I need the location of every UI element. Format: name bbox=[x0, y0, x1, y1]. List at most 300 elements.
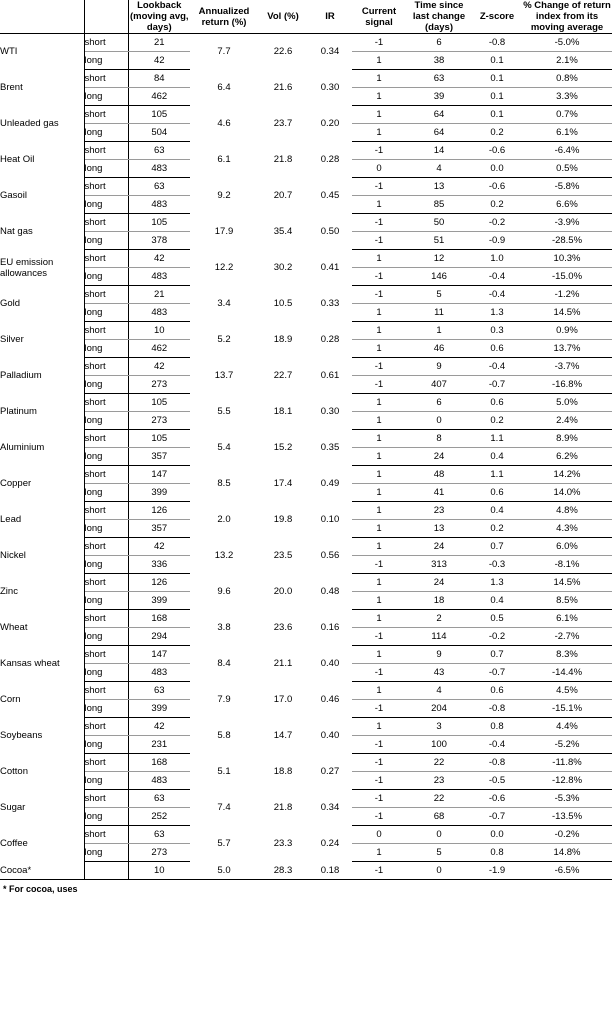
zscore-value: -0.4 bbox=[472, 286, 522, 304]
zscore-value: 0.2 bbox=[472, 196, 522, 214]
table-row bbox=[0, 286, 612, 304]
table-row bbox=[0, 430, 612, 448]
term-label: long bbox=[84, 304, 128, 322]
header-ir: IR bbox=[325, 11, 335, 22]
pct-change-value: -16.8% bbox=[522, 376, 612, 394]
vol-value: 30.2 bbox=[273, 262, 293, 273]
vol-value: 23.5 bbox=[273, 550, 293, 561]
zscore-value: 1.1 bbox=[472, 430, 522, 448]
current-signal-value: 0 bbox=[352, 826, 406, 844]
ir-value: 0.20 bbox=[320, 118, 340, 129]
pct-change-value: 8.9% bbox=[522, 430, 612, 448]
pct-change-value: 5.0% bbox=[522, 394, 612, 412]
current-signal-value: 1 bbox=[352, 250, 406, 268]
instrument-name: Kansas wheat bbox=[0, 646, 84, 682]
table-row bbox=[0, 718, 612, 736]
lookback-value: 105 bbox=[128, 106, 190, 124]
lookback-value: 63 bbox=[128, 682, 190, 700]
table-row bbox=[0, 394, 612, 412]
vol-value: 23.3 bbox=[273, 838, 293, 849]
instrument-name: Palladium bbox=[0, 358, 84, 394]
zscore-value: 0.1 bbox=[472, 52, 522, 70]
term-label: short bbox=[84, 358, 128, 376]
annualized-return-value: 7.7 bbox=[217, 46, 231, 58]
current-signal-value: 1 bbox=[352, 322, 406, 340]
lookback-value: 147 bbox=[128, 646, 190, 664]
instrument-name: Heat Oil bbox=[0, 142, 84, 178]
pct-change-value: -12.8% bbox=[522, 772, 612, 790]
instrument-name: Nickel bbox=[0, 538, 84, 574]
lookback-value: 357 bbox=[128, 448, 190, 466]
table-row bbox=[0, 142, 612, 160]
time-since-change-value: 5 bbox=[406, 286, 472, 304]
zscore-value: 0.0 bbox=[472, 826, 522, 844]
term-label: long bbox=[84, 448, 128, 466]
term-label: long bbox=[84, 196, 128, 214]
term-label: short bbox=[84, 34, 128, 52]
term-label: long bbox=[84, 52, 128, 70]
time-since-change-value: 64 bbox=[406, 106, 472, 124]
time-since-change-value: 64 bbox=[406, 124, 472, 142]
pct-change-value: -3.9% bbox=[522, 214, 612, 232]
time-since-change-value: 51 bbox=[406, 232, 472, 250]
time-since-change-value: 13 bbox=[406, 520, 472, 538]
term-label: long bbox=[84, 484, 128, 502]
time-since-change-value: 22 bbox=[406, 754, 472, 772]
current-signal-value: 1 bbox=[352, 538, 406, 556]
current-signal-value: 1 bbox=[352, 844, 406, 862]
term-label: short bbox=[84, 790, 128, 808]
lookback-value: 231 bbox=[128, 736, 190, 754]
ir-value: 0.28 bbox=[320, 334, 340, 345]
zscore-value: 0.7 bbox=[472, 646, 522, 664]
ir-value: 0.61 bbox=[320, 370, 340, 381]
instrument-name: Coffee bbox=[0, 826, 84, 862]
pct-change-value: -2.7% bbox=[522, 628, 612, 646]
instrument-name: Gold bbox=[0, 286, 84, 322]
lookback-value: 42 bbox=[128, 358, 190, 376]
vol-value: 21.1 bbox=[273, 658, 293, 669]
term-label: long bbox=[84, 628, 128, 646]
pct-change-value: 4.4% bbox=[522, 718, 612, 736]
pct-change-value: -5.0% bbox=[522, 34, 612, 52]
header-lookback: Lookback (moving avg, days) bbox=[129, 0, 189, 33]
time-since-change-value: 24 bbox=[406, 448, 472, 466]
current-signal-value: 1 bbox=[352, 520, 406, 538]
current-signal-value: 1 bbox=[352, 124, 406, 142]
time-since-change-value: 48 bbox=[406, 466, 472, 484]
pct-change-value: 3.3% bbox=[522, 88, 612, 106]
time-since-change-value: 14 bbox=[406, 142, 472, 160]
header-pct-change: % Change of return index from its moving average bbox=[523, 0, 611, 33]
table-row bbox=[0, 358, 612, 376]
term-label: long bbox=[84, 124, 128, 142]
instrument-name: Nat gas bbox=[0, 214, 84, 250]
ir-value: 0.27 bbox=[320, 766, 340, 777]
header-term bbox=[84, 0, 128, 34]
vol-value: 18.8 bbox=[273, 766, 293, 777]
table-row bbox=[0, 178, 612, 196]
current-signal-value: 1 bbox=[352, 106, 406, 124]
vol-value: 20.7 bbox=[273, 190, 293, 201]
ir-value: 0.34 bbox=[320, 46, 340, 58]
ir-value: 0.28 bbox=[320, 154, 340, 165]
instrument-name: Platinum bbox=[0, 394, 84, 430]
term-label: short bbox=[84, 466, 128, 484]
instrument-name: Sugar bbox=[0, 790, 84, 826]
zscore-value: 0.2 bbox=[472, 124, 522, 142]
annualized-return-value: 6.1 bbox=[217, 154, 231, 165]
zscore-value: -0.4 bbox=[472, 358, 522, 376]
term-label: short bbox=[84, 718, 128, 736]
instrument-name: Zinc bbox=[0, 574, 84, 610]
ir-value: 0.48 bbox=[320, 586, 340, 597]
time-since-change-value: 0 bbox=[406, 826, 472, 844]
pct-change-value: 0.5% bbox=[522, 160, 612, 178]
pct-change-value: -15.0% bbox=[522, 268, 612, 286]
current-signal-value: 1 bbox=[352, 52, 406, 70]
lookback-value: 399 bbox=[128, 484, 190, 502]
current-signal-value: -1 bbox=[352, 376, 406, 394]
current-signal-value: 1 bbox=[352, 448, 406, 466]
table-row bbox=[0, 754, 612, 772]
zscore-value: -0.4 bbox=[472, 736, 522, 754]
current-signal-value: -1 bbox=[352, 178, 406, 196]
term-label: short bbox=[84, 574, 128, 592]
current-signal-value: -1 bbox=[352, 286, 406, 304]
current-signal-value: -1 bbox=[352, 556, 406, 574]
current-signal-value: -1 bbox=[352, 790, 406, 808]
instrument-name: Corn bbox=[0, 682, 84, 718]
header-time-since-last-change: Time since last change (days) bbox=[412, 0, 466, 33]
zscore-value: 0.4 bbox=[472, 448, 522, 466]
lookback-value: 168 bbox=[128, 610, 190, 628]
time-since-change-value: 0 bbox=[406, 412, 472, 430]
lookback-value: 483 bbox=[128, 664, 190, 682]
lookback-value: 63 bbox=[128, 142, 190, 160]
pct-change-value: 14.5% bbox=[522, 304, 612, 322]
time-since-change-value: 46 bbox=[406, 340, 472, 358]
time-since-change-value: 114 bbox=[406, 628, 472, 646]
zscore-value: -0.6 bbox=[472, 790, 522, 808]
lookback-value: 294 bbox=[128, 628, 190, 646]
pct-change-value: 6.2% bbox=[522, 448, 612, 466]
lookback-value: 399 bbox=[128, 592, 190, 610]
pct-change-value: 4.8% bbox=[522, 502, 612, 520]
ir-value: 0.30 bbox=[320, 406, 340, 417]
zscore-value: 0.7 bbox=[472, 538, 522, 556]
time-since-change-value: 9 bbox=[406, 646, 472, 664]
time-since-change-value: 1 bbox=[406, 322, 472, 340]
annualized-return-value: 5.0 bbox=[190, 862, 258, 880]
lookback-value: 462 bbox=[128, 88, 190, 106]
pct-change-value: 6.1% bbox=[522, 124, 612, 142]
time-since-change-value: 0 bbox=[406, 862, 472, 880]
term-label: short bbox=[84, 754, 128, 772]
zscore-value: 1.0 bbox=[472, 250, 522, 268]
lookback-value: 483 bbox=[128, 268, 190, 286]
annualized-return-value: 8.4 bbox=[217, 658, 231, 669]
ir-value: 0.30 bbox=[320, 82, 340, 93]
ir-value: 0.18 bbox=[308, 862, 352, 880]
current-signal-value: -1 bbox=[352, 268, 406, 286]
vol-value: 18.1 bbox=[273, 406, 293, 417]
current-signal-value: 1 bbox=[352, 412, 406, 430]
annualized-return-value: 5.5 bbox=[217, 406, 231, 417]
pct-change-value: 14.8% bbox=[522, 844, 612, 862]
current-signal-value: 1 bbox=[352, 484, 406, 502]
lookback-value: 42 bbox=[128, 538, 190, 556]
current-signal-value: -1 bbox=[352, 628, 406, 646]
ir-value: 0.56 bbox=[320, 550, 340, 561]
current-signal-value: -1 bbox=[352, 358, 406, 376]
instrument-name: Cotton bbox=[0, 754, 84, 790]
pct-change-value: 14.5% bbox=[522, 574, 612, 592]
time-since-change-value: 23 bbox=[406, 772, 472, 790]
vol-value: 35.4 bbox=[273, 226, 293, 237]
term-label: long bbox=[84, 160, 128, 178]
time-since-change-value: 41 bbox=[406, 484, 472, 502]
pct-change-value: 4.3% bbox=[522, 520, 612, 538]
term-label: long bbox=[84, 340, 128, 358]
zscore-value: -0.2 bbox=[472, 628, 522, 646]
time-since-change-value: 68 bbox=[406, 808, 472, 826]
term-label: long bbox=[84, 88, 128, 106]
time-since-change-value: 4 bbox=[406, 160, 472, 178]
current-signal-value: -1 bbox=[352, 214, 406, 232]
pct-change-value: 2.4% bbox=[522, 412, 612, 430]
time-since-change-value: 3 bbox=[406, 718, 472, 736]
current-signal-value: -1 bbox=[352, 772, 406, 790]
annualized-return-value: 5.1 bbox=[217, 766, 231, 777]
vol-value: 20.0 bbox=[273, 586, 293, 597]
pct-change-value: -13.5% bbox=[522, 808, 612, 826]
annualized-return-value: 3.4 bbox=[217, 298, 231, 309]
zscore-value: 1.1 bbox=[472, 466, 522, 484]
instrument-name: EU emission allowances bbox=[0, 250, 84, 286]
term-label: short bbox=[84, 502, 128, 520]
lookback-value: 63 bbox=[128, 826, 190, 844]
annualized-return-value: 7.9 bbox=[217, 694, 231, 705]
zscore-value: 0.8 bbox=[472, 844, 522, 862]
vol-value: 17.4 bbox=[273, 478, 293, 489]
zscore-value: -0.3 bbox=[472, 556, 522, 574]
ir-value: 0.40 bbox=[320, 658, 340, 669]
zscore-value: 0.1 bbox=[472, 70, 522, 88]
lookback-value: 10 bbox=[128, 322, 190, 340]
current-signal-value: -1 bbox=[352, 754, 406, 772]
zscore-value: 0.5 bbox=[472, 610, 522, 628]
lookback-value: 42 bbox=[128, 718, 190, 736]
pct-change-value: -15.1% bbox=[522, 700, 612, 718]
zscore-value: 1.3 bbox=[472, 304, 522, 322]
zscore-value: 0.2 bbox=[472, 412, 522, 430]
term-label: short bbox=[84, 286, 128, 304]
term-label: short bbox=[84, 214, 128, 232]
instrument-name: Lead bbox=[0, 502, 84, 538]
lookback-value: 21 bbox=[128, 286, 190, 304]
table-row bbox=[0, 466, 612, 484]
table-row bbox=[0, 322, 612, 340]
term-label: short bbox=[84, 322, 128, 340]
term-label: short bbox=[84, 178, 128, 196]
ir-value: 0.50 bbox=[320, 226, 340, 237]
term-label: short bbox=[84, 142, 128, 160]
zscore-value: 0.4 bbox=[472, 592, 522, 610]
pct-change-value: -5.2% bbox=[522, 736, 612, 754]
pct-change-value: 2.1% bbox=[522, 52, 612, 70]
zscore-value: 0.0 bbox=[472, 160, 522, 178]
vol-value: 14.7 bbox=[273, 730, 293, 741]
lookback-value: 42 bbox=[128, 52, 190, 70]
annualized-return-value: 6.4 bbox=[217, 82, 231, 93]
table-row bbox=[0, 250, 612, 268]
header-current-signal: Current signal bbox=[361, 5, 397, 28]
pct-change-value: 4.5% bbox=[522, 682, 612, 700]
pct-change-value: -6.4% bbox=[522, 142, 612, 160]
current-signal-value: -1 bbox=[352, 862, 406, 880]
instrument-name: Brent bbox=[0, 70, 84, 106]
pct-change-value: 0.8% bbox=[522, 70, 612, 88]
current-signal-value: 1 bbox=[352, 88, 406, 106]
term-label: short bbox=[84, 826, 128, 844]
table-row bbox=[0, 106, 612, 124]
table-row bbox=[0, 682, 612, 700]
table-header bbox=[0, 0, 612, 34]
current-signal-value: -1 bbox=[352, 232, 406, 250]
pct-change-value: -3.7% bbox=[522, 358, 612, 376]
lookback-value: 378 bbox=[128, 232, 190, 250]
ir-value: 0.10 bbox=[320, 514, 340, 525]
time-since-change-value: 22 bbox=[406, 790, 472, 808]
annualized-return-value: 2.0 bbox=[217, 514, 231, 525]
lookback-value: 105 bbox=[128, 214, 190, 232]
time-since-change-value: 85 bbox=[406, 196, 472, 214]
table-row bbox=[0, 610, 612, 628]
term-label: short bbox=[84, 538, 128, 556]
term-label: short bbox=[84, 70, 128, 88]
instrument-name: Aluminium bbox=[0, 430, 84, 466]
term-label: long bbox=[84, 268, 128, 286]
current-signal-value: -1 bbox=[352, 736, 406, 754]
instrument-name: Copper bbox=[0, 466, 84, 502]
ir-value: 0.33 bbox=[320, 298, 340, 309]
zscore-value: -0.7 bbox=[472, 808, 522, 826]
time-since-change-value: 38 bbox=[406, 52, 472, 70]
term-label: long bbox=[84, 520, 128, 538]
vol-value: 10.5 bbox=[273, 298, 293, 309]
ir-value: 0.35 bbox=[320, 442, 340, 453]
term-label: long bbox=[84, 664, 128, 682]
time-since-change-value: 9 bbox=[406, 358, 472, 376]
vol-value: 18.9 bbox=[273, 334, 293, 345]
time-since-change-value: 6 bbox=[406, 34, 472, 52]
instrument-name: Wheat bbox=[0, 610, 84, 646]
pct-change-value: -8.1% bbox=[522, 556, 612, 574]
table-row bbox=[0, 538, 612, 556]
current-signal-value: 1 bbox=[352, 574, 406, 592]
pct-change-value: 6.6% bbox=[522, 196, 612, 214]
lookback-value: 273 bbox=[128, 844, 190, 862]
pct-change-value: 8.3% bbox=[522, 646, 612, 664]
table-row bbox=[0, 574, 612, 592]
zscore-value: -0.4 bbox=[472, 268, 522, 286]
lookback-value: 483 bbox=[128, 772, 190, 790]
pct-change-value: 6.1% bbox=[522, 610, 612, 628]
term-label: short bbox=[84, 646, 128, 664]
time-since-change-value: 63 bbox=[406, 70, 472, 88]
zscore-value: -0.8 bbox=[472, 34, 522, 52]
vol-value: 21.8 bbox=[273, 154, 293, 165]
pct-change-value: 0.7% bbox=[522, 106, 612, 124]
current-signal-value: 1 bbox=[352, 70, 406, 88]
current-signal-value: -1 bbox=[352, 808, 406, 826]
current-signal-value: -1 bbox=[352, 142, 406, 160]
time-since-change-value: 5 bbox=[406, 844, 472, 862]
current-signal-value: 1 bbox=[352, 682, 406, 700]
pct-change-value: 8.5% bbox=[522, 592, 612, 610]
header-name bbox=[0, 0, 84, 34]
zscore-value: -1.9 bbox=[472, 862, 522, 880]
zscore-value: 0.4 bbox=[472, 502, 522, 520]
pct-change-value: -14.4% bbox=[522, 664, 612, 682]
term-label: long bbox=[84, 556, 128, 574]
lookback-value: 399 bbox=[128, 700, 190, 718]
pct-change-value: -6.5% bbox=[522, 862, 612, 880]
ir-value: 0.49 bbox=[320, 478, 340, 489]
header-annualized-return: Annualized return (%) bbox=[198, 5, 250, 28]
time-since-change-value: 204 bbox=[406, 700, 472, 718]
current-signal-value: 1 bbox=[352, 646, 406, 664]
footnote: * For cocoa, uses bbox=[3, 884, 78, 894]
term-label: long bbox=[84, 808, 128, 826]
table-row bbox=[0, 502, 612, 520]
current-signal-value: 1 bbox=[352, 304, 406, 322]
zscore-value: 0.2 bbox=[472, 520, 522, 538]
time-since-change-value: 8 bbox=[406, 430, 472, 448]
time-since-change-value: 100 bbox=[406, 736, 472, 754]
term-label: long bbox=[84, 844, 128, 862]
zscore-value: -0.6 bbox=[472, 178, 522, 196]
time-since-change-value: 407 bbox=[406, 376, 472, 394]
lookback-value: 336 bbox=[128, 556, 190, 574]
ir-value: 0.45 bbox=[320, 190, 340, 201]
current-signal-value: 1 bbox=[352, 718, 406, 736]
pct-change-value: -5.8% bbox=[522, 178, 612, 196]
zscore-value: -0.8 bbox=[472, 754, 522, 772]
time-since-change-value: 24 bbox=[406, 538, 472, 556]
pct-change-value: 0.9% bbox=[522, 322, 612, 340]
zscore-value: 0.3 bbox=[472, 322, 522, 340]
lookback-value: 357 bbox=[128, 520, 190, 538]
lookback-value: 105 bbox=[128, 394, 190, 412]
term-label: long bbox=[84, 736, 128, 754]
zscore-value: 1.3 bbox=[472, 574, 522, 592]
zscore-value: -0.2 bbox=[472, 214, 522, 232]
ir-value: 0.34 bbox=[320, 802, 340, 813]
vol-value: 23.6 bbox=[273, 622, 293, 633]
vol-value: 28.3 bbox=[258, 862, 308, 880]
ir-value: 0.40 bbox=[320, 730, 340, 741]
annualized-return-value: 13.7 bbox=[214, 370, 234, 381]
term-label: short bbox=[84, 250, 128, 268]
pct-change-value: 10.3% bbox=[522, 250, 612, 268]
instrument-name: Silver bbox=[0, 322, 84, 358]
annualized-return-value: 7.4 bbox=[217, 802, 231, 813]
zscore-value: -0.7 bbox=[472, 376, 522, 394]
lookback-value: 273 bbox=[128, 412, 190, 430]
lookback-value: 105 bbox=[128, 430, 190, 448]
